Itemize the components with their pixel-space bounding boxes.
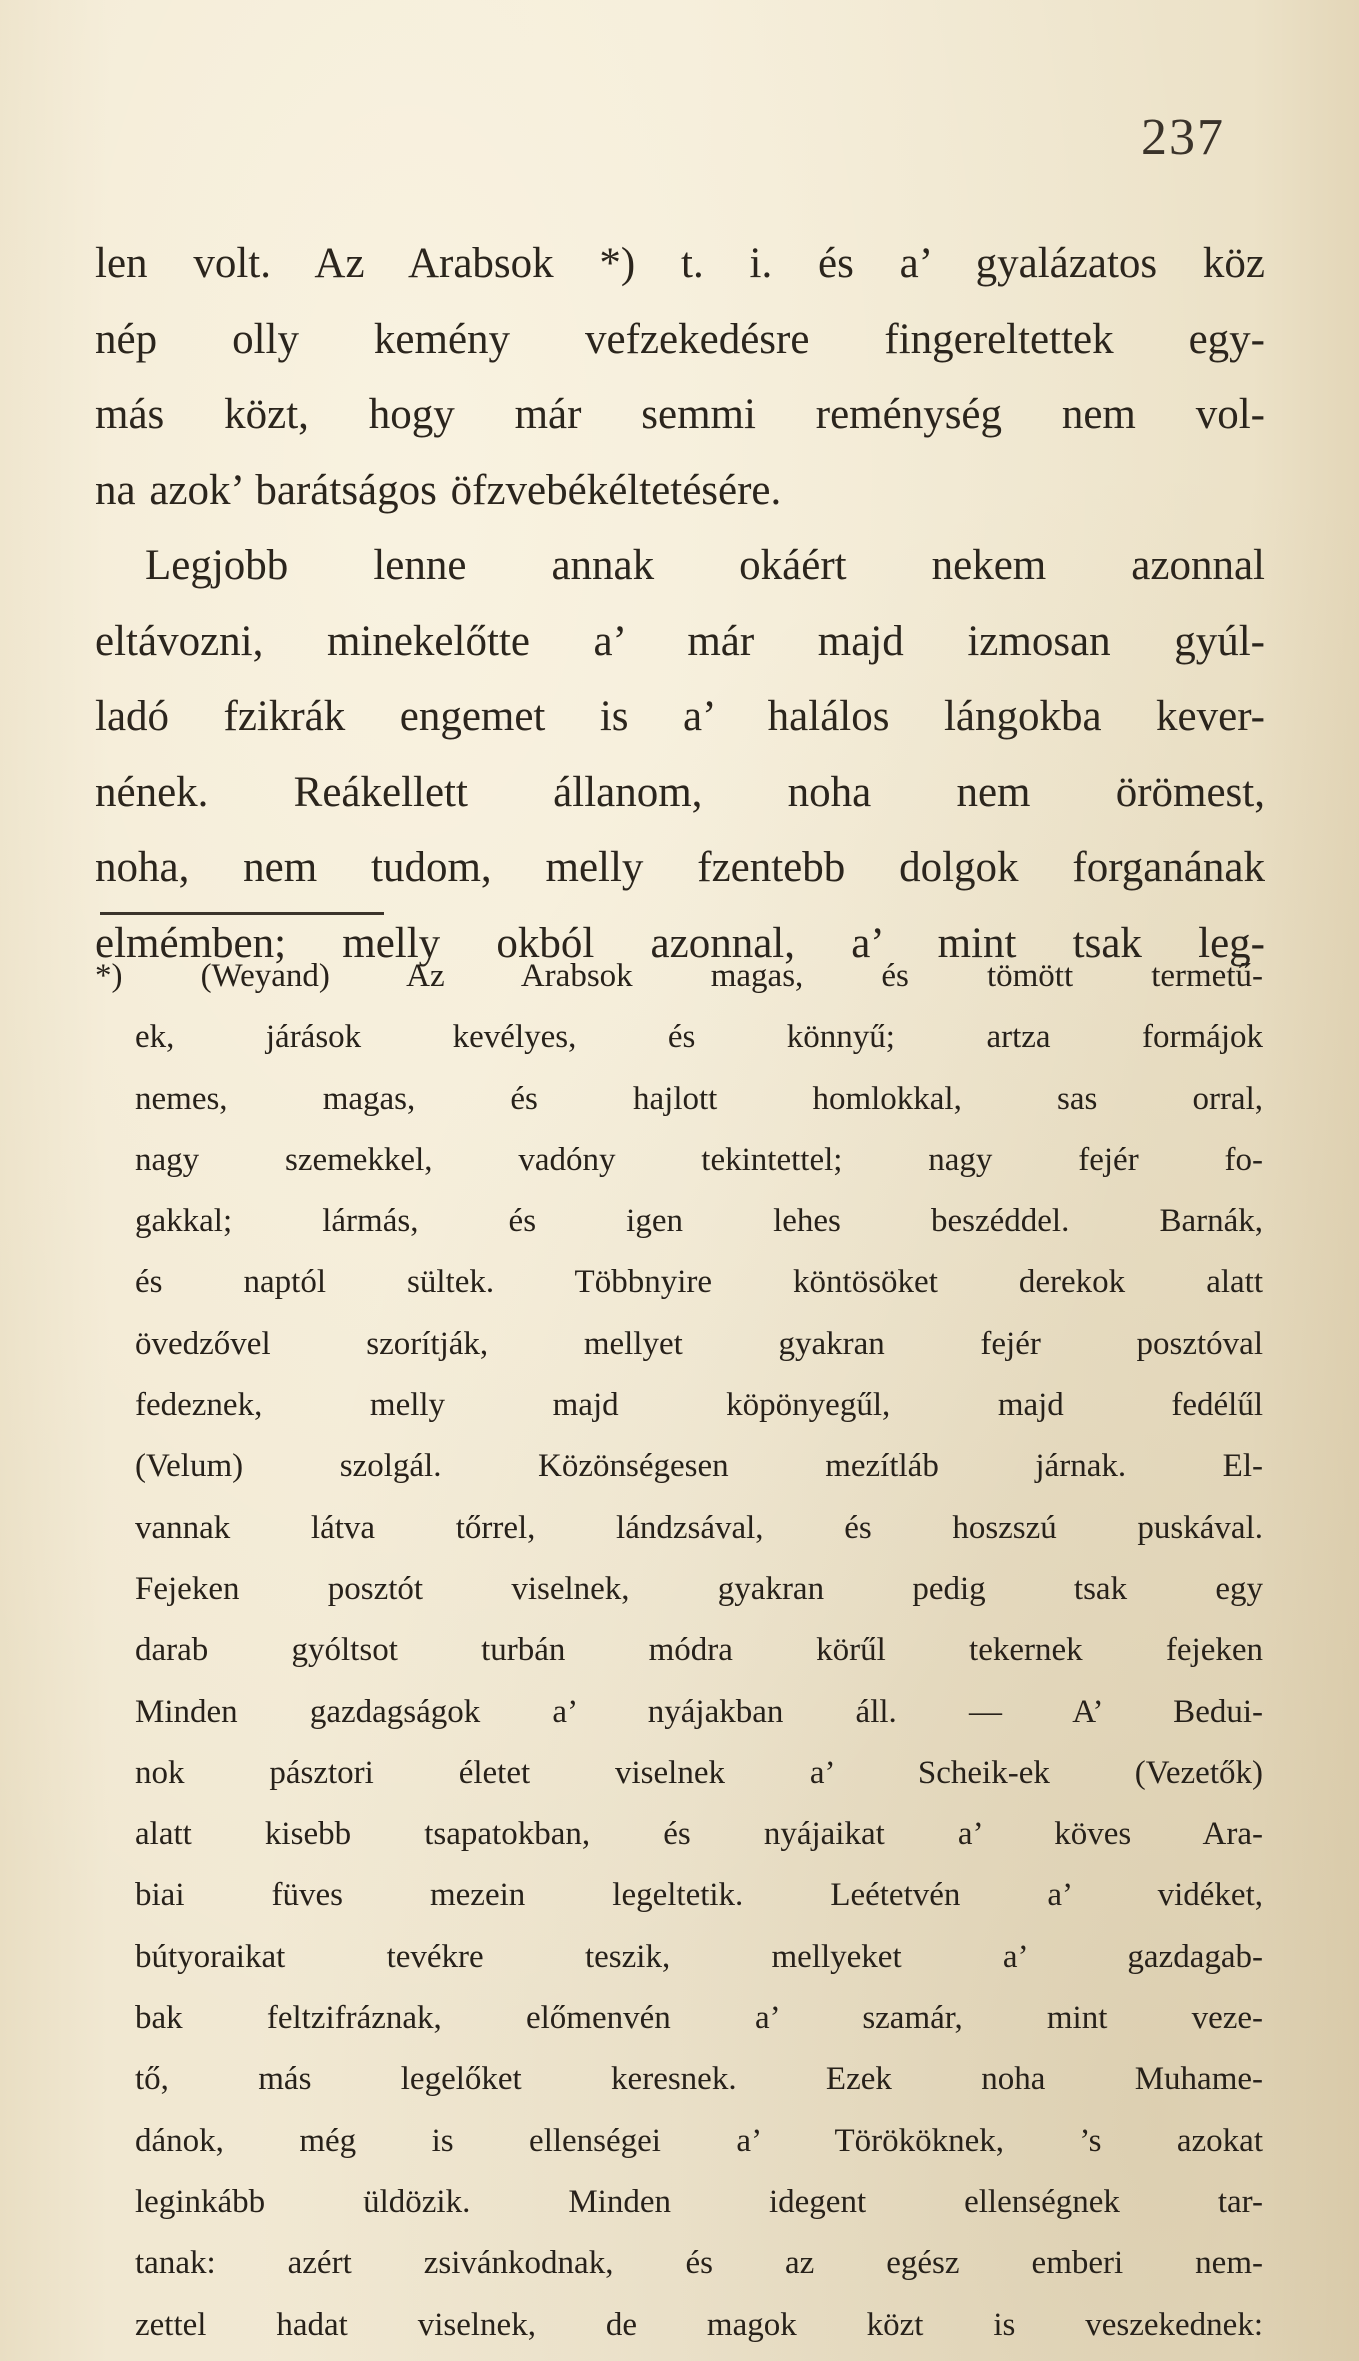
main-text-line: ladó fzikrák engemet is a’ halálos lángokba kever- [95,693,1265,740]
footnote-line: tanak: azért zsivánkodnak, és az egész emberi nem- [135,2245,1263,2282]
footnote-line: (Velum) szolgál. Közönségesen mezítláb járnak. El- [135,1448,1263,1485]
main-text-line: elmémben; melly okból azonnal, a’ mint tsak leg- [95,919,1265,967]
footnote-line: Fejeken posztót viselnek, gyakran pedig tsak egy [135,1570,1263,1607]
footnote-line: Minden gazdagságok a’ nyájakban áll. — A’ Bedui- [135,1693,1263,1730]
footnote-line: nemes, magas, és hajlott homlokkal, sas orral, [135,1080,1263,1117]
footnote-line: darab gyóltsot turbán módra körűl tekernek fejeken [135,1632,1263,1669]
footnote-line: biai füves mezein legeltetik. Leétetvén a’ vidéket, [135,1877,1263,1914]
footnote-line: tő, más legelőket keresnek. Ezek noha Muhame- [135,2061,1263,2098]
footnote-line: dánok, még is ellenségei a’ Törököknek, ’s azokat [135,2122,1263,2159]
footnote-block [95,946,1263,2356]
footnote-line: övedzővel szorítják, mellyet gyakran fejér posztóval [135,1325,1263,1362]
main-text-line: noha, nem tudom, melly fzentebb dolgok forganának [95,844,1265,891]
page-number: 237 [1141,109,1225,166]
footnote-line: ek, járások kevélyes, és könnyű; artza formájok [135,1019,1263,1056]
footnote-line: nagy szemekkel, vadóny tekintettel; nagy fejér fo- [135,1141,1263,1178]
main-text-line: nének. Reákellett állanom, noha nem örömest, [95,768,1265,816]
main-text-line: len volt. Az Arabsok *) t. i. és a’ gyalázatos köz [95,240,1265,287]
main-text-line: más közt, hogy már semmi reménység nem vol- [95,391,1265,438]
footnote-line: és naptól sültek. Többnyire köntösöket derekok alatt [135,1264,1263,1301]
main-text-line: na azok’ barátságos öfzvebékéltetésére. [95,466,782,514]
footnote-line: leginkább üldözik. Minden idegent ellenségnek tar- [135,2183,1263,2220]
main-text-line: eltávozni, minekelőtte a’ már majd izmosan gyúl- [95,617,1265,665]
main-text-line: Legjobb lenne annak okáért nekem azonnal [145,542,1265,589]
footnote-line: fedeznek, melly majd köpönyegűl, majd fedélűl [135,1387,1263,1424]
footnote-line: zettel hadat viselnek, de magok közt is veszekednek: [135,2306,1263,2343]
footnote-line: bak feltzifráznak, előmenvén a’ szamár, mint veze- [135,2000,1263,2037]
main-text-line: nép olly kemény vefzekedésre fingereltettek egy- [95,315,1265,363]
main-text-block [95,226,1265,981]
footnote-line: vannak látva tőrrel, lándzsával, és hoszszú puskával. [135,1509,1263,1546]
footnote-line: alatt kisebb tsapatokban, és nyájaikat a’ köves Ara- [135,1816,1263,1853]
footnote-separator [100,912,384,915]
footnote-line: *) (Weyand) Az Arabsok magas, és tömött termetű- [95,958,1263,994]
footnote-line: bútyoraikat tevékre teszik, mellyeket a’ gazdagab- [135,1938,1263,1975]
footnote-line: gakkal; lármás, és igen lehes beszéddel. Barnák, [135,1203,1263,1240]
footnote-line: nok pásztori életet viselnek a’ Scheik-ek (Vezetők) [135,1754,1263,1791]
